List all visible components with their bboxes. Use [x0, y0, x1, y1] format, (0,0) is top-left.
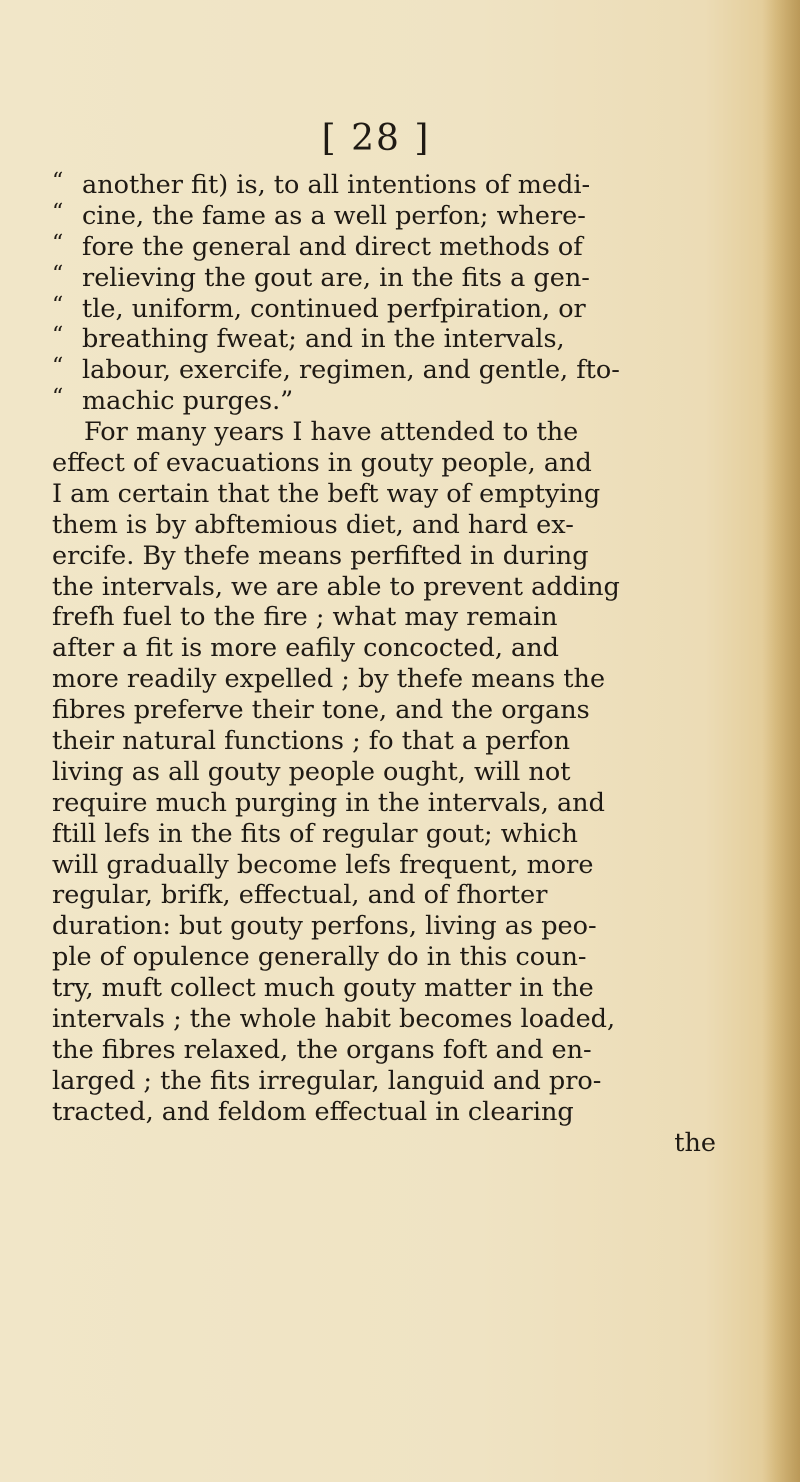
paragraph-line: duration: but gouty perfons, living as peo- — [52, 911, 597, 942]
paragraph-line: the fibres relaxed, the organs foft and en- — [52, 1034, 592, 1065]
paragraph-line: effect of evacuations in gouty people, and — [52, 448, 592, 479]
quote-mark: “ — [52, 386, 64, 411]
paragraph-line: I am certain that the beft way of emptying — [52, 478, 601, 509]
quote-line-text: cine, the fame as a well perfon; where- — [82, 200, 586, 231]
paragraph-line: more readily expelled ; by thefe means the — [52, 664, 606, 695]
page-edge-shadow — [762, 0, 800, 1482]
paragraph-line: ftill lefs in the fits of regular gout; which — [52, 818, 578, 849]
quote-line-text: breathing fweat; and in the intervals, — [82, 324, 565, 355]
paragraph-line: try, muft collect much gouty matter in the — [52, 973, 594, 1004]
quote-line — [52, 263, 716, 294]
quote-line-text: fore the general and direct methods of — [82, 231, 583, 262]
quote-line-text: labour, exercife, regimen, and gentle, fto- — [82, 355, 620, 386]
paragraph-line: ple of opulence generally do in this coun- — [52, 942, 587, 973]
paragraph-line: after a fit is more eafily concocted, and — [52, 633, 559, 664]
paragraph-line: fibres preferve their tone, and the organs — [52, 695, 590, 726]
quote-mark: “ — [52, 231, 64, 256]
quote-line-text: tle, uniform, continued perfpiration, or — [82, 293, 586, 324]
quote-line-text: another fit) is, to all intentions of medi- — [82, 170, 591, 200]
quote-line — [52, 294, 716, 325]
paragraph-line: For many years I have attended to the — [84, 417, 579, 448]
page-number: [ 28 ] — [321, 118, 431, 159]
paragraph-line: the intervals, we are able to prevent adding — [52, 571, 620, 602]
text-block — [52, 170, 716, 1159]
quote-line-text: relieving the gout are, in the fits a gen- — [82, 262, 590, 293]
paragraph-line: ercife. By thefe means perfifted in during — [52, 540, 589, 571]
quote-mark: “ — [52, 170, 64, 194]
paragraph-line: intervals ; the whole habit becomes loaded, — [52, 1004, 616, 1035]
quote-line — [52, 170, 716, 201]
paragraph-line: living as all gouty people ought, will not — [52, 756, 571, 787]
quote-line — [52, 201, 716, 232]
paragraph-line: larged ; the fits irregular, languid and pro- — [52, 1065, 602, 1096]
paragraph-line: tracted, and feldom effectual in clearing — [52, 1096, 574, 1127]
quote-line — [52, 355, 716, 386]
quote-line — [52, 324, 716, 355]
paragraph-line: require much purging in the intervals, and — [52, 787, 605, 818]
paragraph-line: them is by abftemious diet, and hard ex- — [52, 509, 574, 540]
quote-line — [52, 232, 716, 263]
paragraph-line: will gradually become lefs frequent, more — [52, 849, 594, 880]
quote-line — [52, 386, 716, 417]
quote-mark: “ — [52, 293, 64, 318]
paragraph-line: regular, brifk, effectual, and of fhorter — [52, 880, 548, 911]
paragraph-line: frefh fuel to the fire ; what may remain — [52, 602, 558, 633]
quote-mark: “ — [52, 200, 64, 225]
catchword: the — [674, 1127, 716, 1158]
paragraph-line: their natural functions ; fo that a perfon — [52, 726, 571, 757]
quote-line-text: machic purges.” — [82, 386, 294, 417]
quote-mark: “ — [52, 262, 64, 287]
quote-mark: “ — [52, 355, 64, 380]
quote-mark: “ — [52, 324, 64, 349]
